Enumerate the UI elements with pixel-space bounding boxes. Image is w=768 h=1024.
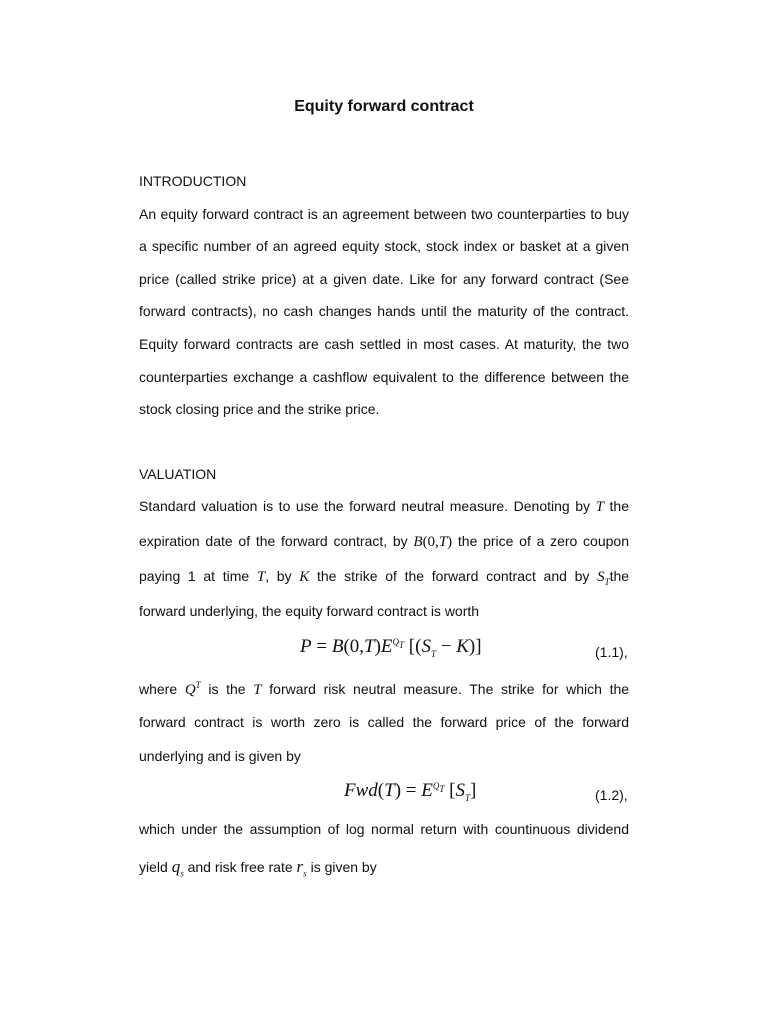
intro-line-7: stock closing price and the strike price. [139,401,380,417]
intro-line-2: a specific number of an agreed equity stock, stock index or basket at a given [139,238,629,254]
valuation-line-7: underlying and is given by [139,748,301,764]
valuation-line-2: expiration date of the forward contract, by B(0,T) the price of a zero coupon [139,533,629,550]
equation-1-2-number: (1.2), [595,787,628,803]
document-title: Equity forward contract [294,98,474,115]
valuation-line-5: where $Q^T$ is the T forward risk neutral measure. The strike for which the [139,680,630,698]
intro-line-5: Equity forward contracts are cash settled in most cases. At maturity, the two [139,336,629,352]
valuation-line-6: forward contract is worth zero is called the forward price of the forward [139,714,629,730]
equation-1-2: $Fwd(T) = E^{Q_T}$ $[S_T]$ [344,780,477,803]
equation-1-1: $P = B(0,T)E^{Q_T}$ $[(S_T - K)]$ [300,636,482,659]
section-heading-valuation: VALUATION [139,466,217,482]
intro-line-3: price (called strike price) at a given date. Like for any forward contract (See [139,271,629,287]
intro-line-6: counterparties exchange a cashflow equivalent to the difference between the [139,369,629,385]
valuation-line-1: Standard valuation is to use the forward neutral measure. Denoting by T the [139,498,630,515]
equation-1-1-number: (1.1), [595,644,628,660]
intro-line-4: forward contracts), no cash changes hands until the maturity of the contract. [139,303,629,319]
valuation-line-8: which under the assumption of log normal return with countinuous dividend [139,821,629,837]
valuation-line-3: paying 1 at time T, by K the strike of the forward contract and by $S_Tthe$ [139,568,630,587]
section-heading-introduction: INTRODUCTION [139,173,247,189]
intro-line-1: An equity forward contract is an agreement between two counterparties to buy [139,206,629,222]
valuation-line-9: yield $q_s$ and risk free rate $r_s$ is given by [139,857,377,879]
valuation-line-4: forward underlying, the equity forward contract is worth [139,603,480,619]
